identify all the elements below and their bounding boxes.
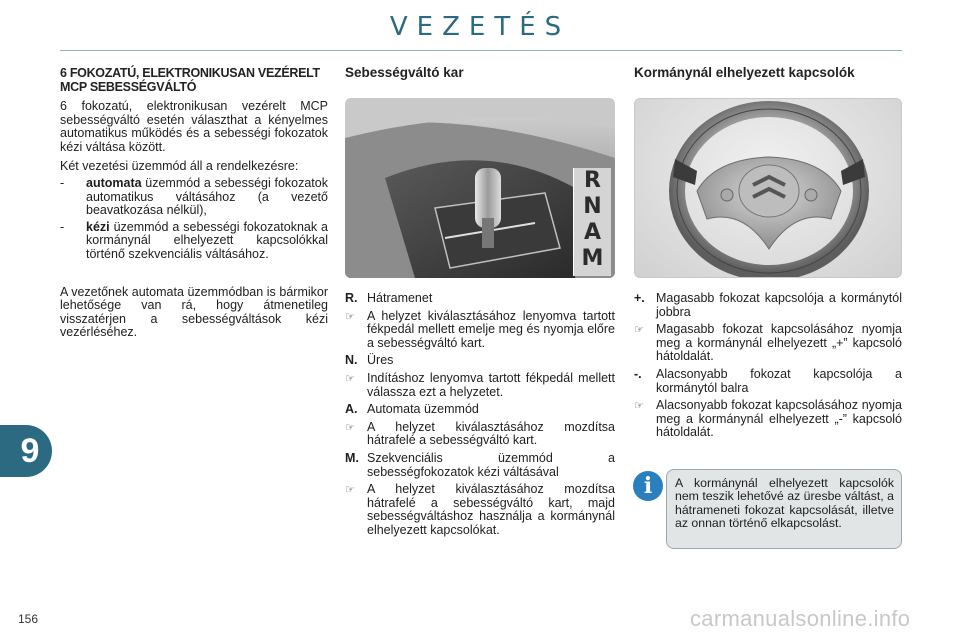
item-text: Indításhoz lenyomva tartott fékpedál mellett válassza ezt a helyzetet. <box>367 370 615 399</box>
item-text: Alacsonyabb fokozat kapcsolásához nyomja meg a kormánynál elhelyezett „-” kapcsoló hátoldalát. <box>656 398 902 440</box>
list-item <box>345 292 615 306</box>
list-item <box>345 483 615 537</box>
list-item <box>634 323 902 364</box>
watermark: carmanualsonline.info <box>690 606 911 631</box>
bullet-dash: - <box>60 219 65 234</box>
bullet-description: üzemmód a sebességi fokozatoknak a kormánynál elhelyezett kapcsolókkal történő szekvenciális váltásához. <box>86 219 328 261</box>
page-title: VEZETÉS <box>389 12 571 42</box>
gear-positions-list <box>345 292 615 538</box>
info-note: A kormánynál elhelyezett kapcsolók nem teszik lehetővé az üresbe váltást, a hátrameneti fokozat kapcsolását, illetve az onnan történő elkapcsolást. <box>666 469 902 549</box>
list-item <box>634 292 902 319</box>
item-text: A helyzet kiválasztásához mozdítsa hátrafelé a sebességváltó kart. <box>367 419 615 448</box>
bullet-text <box>86 221 328 262</box>
gate-label-n: N <box>583 194 602 219</box>
pointing-hand-icon: ☞ <box>345 420 355 434</box>
bullet-bold-term: automata <box>86 175 142 190</box>
bullet-manual-mode <box>60 221 328 262</box>
steering-wheel-photo <box>634 98 902 278</box>
steering-controls-column <box>634 66 902 440</box>
list-item <box>345 354 615 368</box>
bullet-automatic-mode <box>60 177 328 218</box>
modes-intro: Két vezetési üzemmód áll a rendelkezésre: <box>60 159 299 174</box>
header-divider <box>60 50 902 51</box>
list-item <box>345 403 615 417</box>
item-key: -. <box>634 366 642 381</box>
intro-column <box>60 66 328 340</box>
pointing-hand-icon: ☞ <box>634 323 644 337</box>
gear-gate-labels <box>573 168 611 276</box>
bullet-text <box>86 177 328 218</box>
gear-lever-photo <box>345 98 615 278</box>
list-item <box>345 421 615 448</box>
page-number: 156 <box>18 612 39 626</box>
list-item <box>345 372 615 399</box>
pointing-hand-icon: ☞ <box>345 309 355 323</box>
pointing-hand-icon: ☞ <box>345 483 355 497</box>
item-text: Automata üzemmód <box>367 402 479 417</box>
gate-label-a: A <box>583 220 602 245</box>
steering-wheel-icon <box>635 99 902 278</box>
item-key: M. <box>345 450 359 465</box>
info-icon: i <box>633 471 663 501</box>
list-item <box>634 399 902 440</box>
item-text: Üres <box>367 353 394 368</box>
bullet-dash: - <box>60 175 65 190</box>
item-text: Alacsonyabb fokozat kapcsolója a kormánytól balra <box>656 366 902 395</box>
pointing-hand-icon: ☞ <box>345 371 355 385</box>
paddle-list <box>634 292 902 440</box>
item-key: R. <box>345 291 358 305</box>
item-key: +. <box>634 291 645 305</box>
item-text: A helyzet kiválasztásához lenyomva tartott fékpedál mellett emelje meg és nyomja előre a sebességváltó kart. <box>367 308 615 350</box>
list-item <box>634 368 902 395</box>
item-key: A. <box>345 402 358 417</box>
item-text: A helyzet kiválasztásához mozdítsa hátrafelé a sebességváltó kart, majd sebességváltáshoz használja a kormánynál elhelyezett kapcsolókat. <box>367 482 615 537</box>
item-text: Magasabb fokozat kapcsolásához nyomja meg a kormánynál elhelyezett „+” kapcsoló hátoldalát. <box>656 322 902 364</box>
section-heading-gear-lever: Sebességváltó kar <box>345 65 464 80</box>
item-text: Szekvenciális üzemmód a sebességfokozatok kézi váltásával <box>367 450 615 479</box>
bullet-description: üzemmód a sebességi fokozatok automatikus váltásához (a vezető beavatkozása nélkül), <box>86 175 328 218</box>
item-text: Hátramenet <box>367 291 433 305</box>
section-heading-steering-controls: Kormánynál elhelyezett kapcsolók <box>634 65 855 80</box>
bullet-bold-term: kézi <box>86 219 110 234</box>
item-key: N. <box>345 353 358 368</box>
list-item <box>345 452 615 479</box>
outro-paragraph: A vezetőnek automata üzemmódban is bármikor lehetősége van rá, hogy átmenetileg visszatérjen a sebességváltások kézi vezérléséhez. <box>60 284 328 340</box>
gate-label-r: R <box>584 168 601 193</box>
gate-label-m: M <box>581 246 604 271</box>
gear-lever-column <box>345 66 615 538</box>
pointing-hand-icon: ☞ <box>634 399 644 413</box>
chapter-badge: 9 <box>0 425 52 477</box>
section-heading-mcp: 6 FOKOZATÚ, ELEKTRONIKUSAN VEZÉRELT MCP SEBESSÉGVÁLTÓ <box>60 66 320 94</box>
list-item <box>345 310 615 351</box>
item-text: Magasabb fokozat kapcsolója a kormánytól jobbra <box>656 291 902 319</box>
intro-paragraph: 6 fokozatú, elektronikusan vezérelt MCP sebességváltó esetén választhat a kényelmes automatikus működés és a sebességi fokozatok kézi váltása között. <box>60 99 328 154</box>
